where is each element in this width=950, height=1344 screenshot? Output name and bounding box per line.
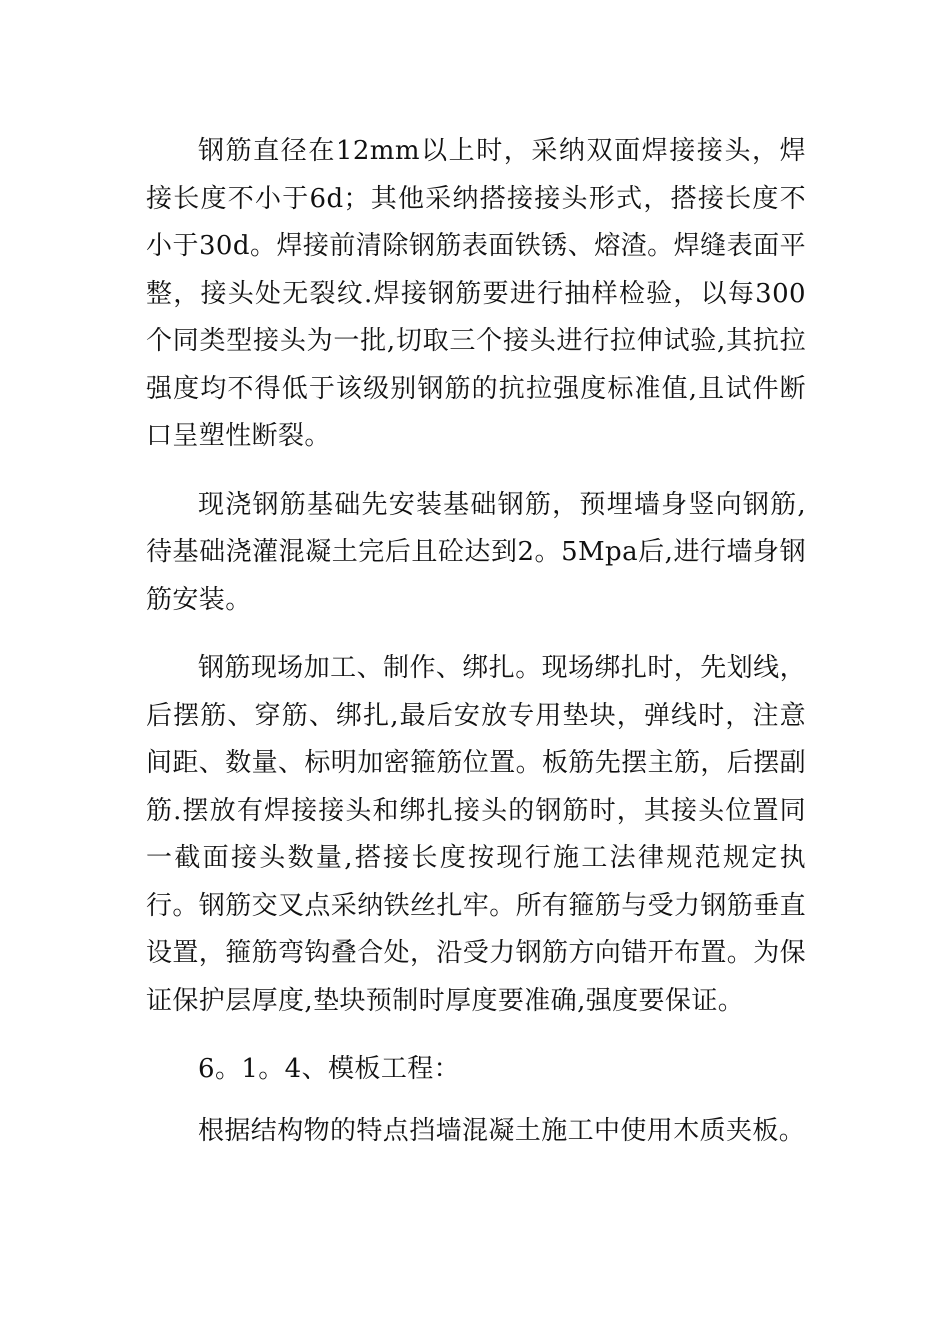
section-heading-formwork: 6。1。4、模板工程： [198, 1054, 461, 1084]
document-page [146, 128, 806, 1176]
paragraph-formwork: 根据结构物的特点挡墙混凝土施工中使用木质夹板。 [198, 1115, 806, 1146]
paragraph-welding: 钢筋直径在12mm以上时，采纳双面焊接接头，焊接长度不小于6d；其他采纳搭接接头形式，搭接长度不小于30d。焊接前清除钢筋表面铁锈、熔渣。焊缝表面平整，接头处无裂纹.焊接钢筋要进行抽样检验，以每300个同类型接头为一批,切取三个接头进行拉伸试验,其抗拉强度均不得低于该级别钢筋的抗拉强度标准值,且试件断口呈塑性断裂。 [146, 136, 806, 451]
paragraph-foundation-rebar: 现浇钢筋基础先安装基础钢筋，预埋墙身竖向钢筋,待基础浇灌混凝土完后且砼达到2。5Mpa后,进行墙身钢筋安装。 [146, 489, 806, 615]
paragraph-rebar-binding: 钢筋现场加工、制作、绑扎。现场绑扎时，先划线，后摆筋、穿筋、绑扎,最后安放专用垫块，弹线时，注意间距、数量、标明加密箍筋位置。板筋先摆主筋，后摆副筋.摆放有焊接接头和绑扎接头的钢筋时，其接头位置同一截面接头数量,搭接长度按现行施工法律规范规定执行。钢筋交叉点采纳铁丝扎牢。所有箍筋与受力钢筋垂直设置，箍筋弯钩叠合处，沿受力钢筋方向错开布置。为保证保护层厚度,垫块预制时厚度要准确,强度要保证。 [146, 653, 807, 1016]
